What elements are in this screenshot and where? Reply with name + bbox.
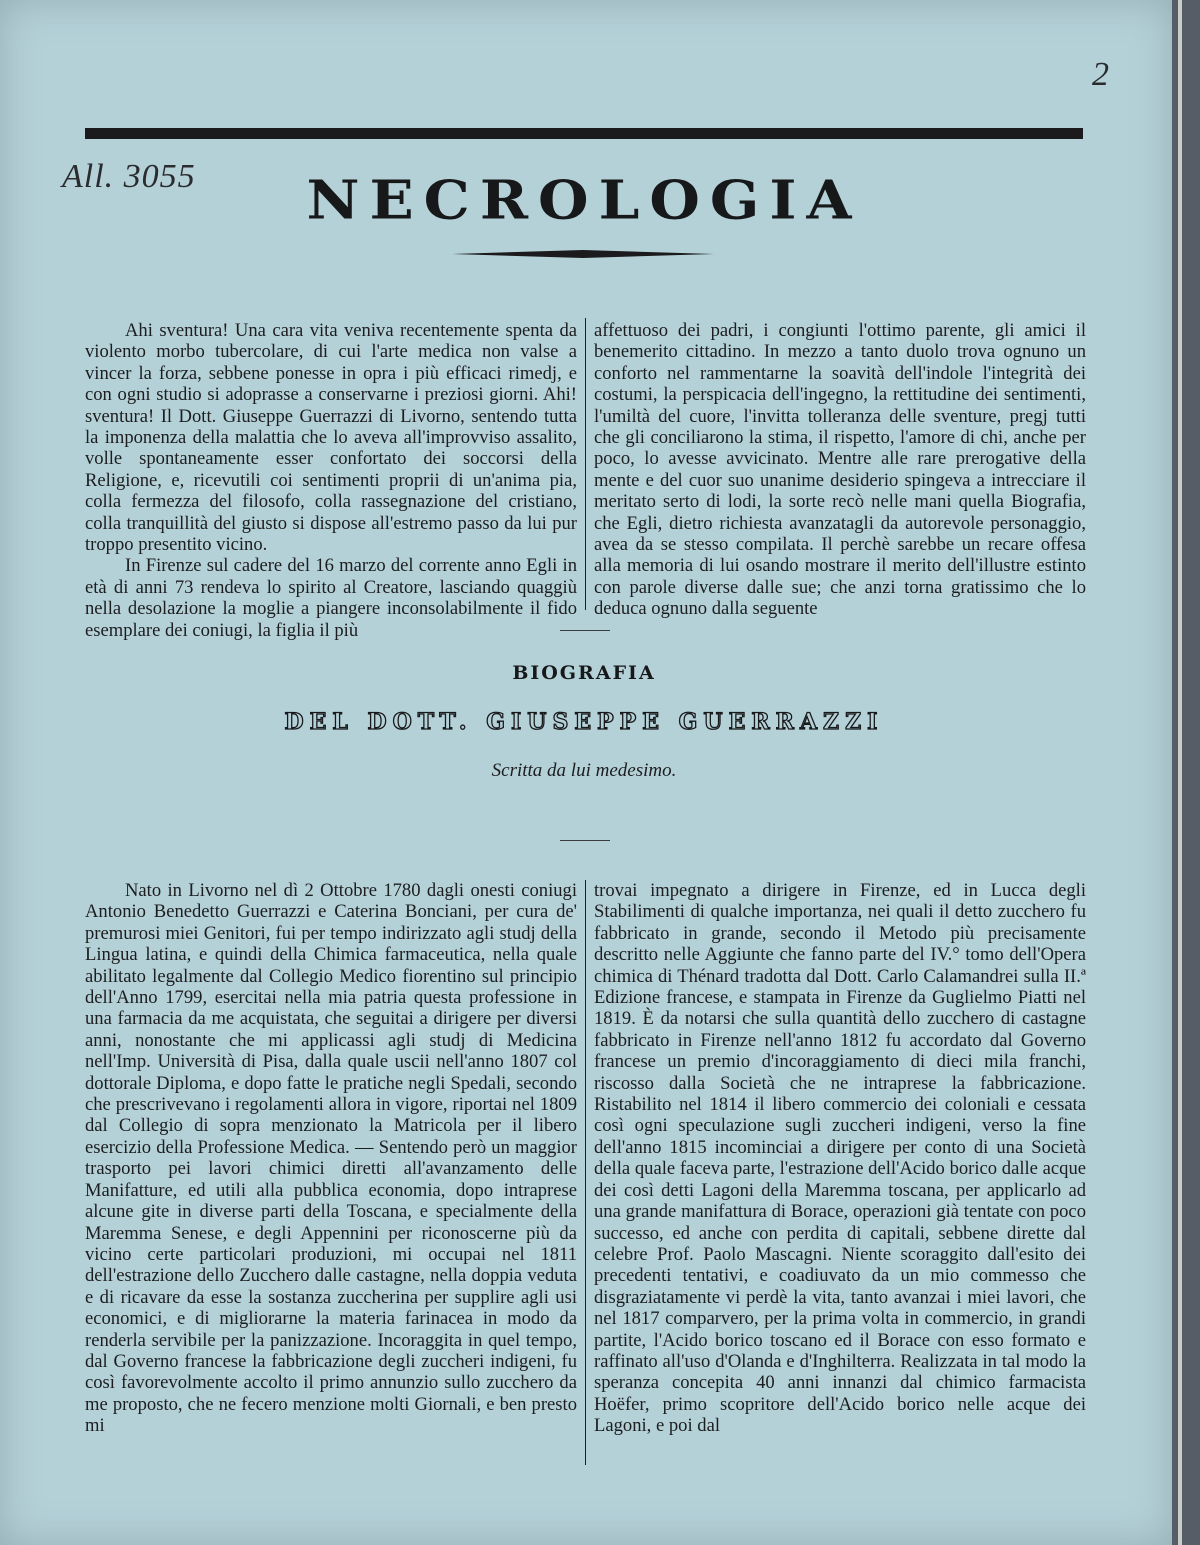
scan-background [1172, 0, 1200, 1545]
section-rule [560, 840, 610, 841]
necrology-column-left [85, 320, 577, 641]
paper-edge [1178, 0, 1182, 1545]
biography-author-note: Scritta da lui medesimo. [491, 760, 677, 781]
section-rule [560, 630, 610, 631]
top-heavy-rule [85, 128, 1083, 139]
biography-column-right [594, 880, 1086, 1437]
biography-paragraph: Nato in Livorno nel dì 2 Ottobre 1780 dagli onesti coniugi Antonio Benedetto Guerrazzi e Caterina Bonciani, per cura de' premurosi miei Genitori, fui per tempo indirizzato agli studj della Lingua latina, e quindi della Chimica farmaceutica, nella quale abilitato legalmente dal Collegio Medico fiorentino sul principio dell'Anno 1799, esercitai nella mia patria questa professione in una farmacia da me acquistata, che seguitai a dirigere per diversi anni, nonostante che mi applicassi agli studj di Medicina nell'Imp. Università di Pisa, dalla quale uscii nell'anno 1807 col dottorale Diploma, e dopo fatte le pratiche negli Spedali, secondo che prescrivevano i regolamenti allora in vigore, riportai nel 1809 dal Collegio di sopra menzionato la Matricola per il libero esercizio della Professione Medica. — Sentendo però un maggior trasporto pei lavori chimici diretti all'avanzamento delle Manifatture, ed utili alla pubblica economia, dopo intraprese alcune gite in diverse parti della Toscana, e specialmente della Maremma Senese, e degli Appennini per riconoscerne più da vicino certe particolari produzioni, mi occupai nel 1811 dell'estrazione dello Zucchero dalle castagne, nella doppia veduta e di ricavare da esse la sostanza zuccherina per supplire agli usi economici, e di migliorarne la materia farinacea in modo da renderla servibile per la panizzazione. Incoraggita in quel tempo, dal Governo francese la fabbricazione degli zuccheri indigeni, fu così favorevolmente accolto il primo annunzio sullo zucchero da me proposto, che ne fecero menzione molti Giornali, e ben presto mi [85, 880, 577, 1437]
necrology-paragraph: In Firenze sul cadere del 16 marzo del corrente anno Egli in età di anni 73 rendeva lo spirito al Creatore, lasciando quaggiù nella desolazione la moglie a piangere inconsolabilmente il fido esemplare dei coniugi, la figlia il più [85, 555, 577, 641]
page-title: NECROLOGIA [306, 168, 862, 232]
page-number: 2 [1092, 56, 1109, 93]
biography-subheading [85, 709, 1083, 735]
biography-column-left [85, 880, 577, 1437]
catalog-mark: All. 3055 [62, 158, 196, 195]
necrology-paragraph: Ahi sventura! Una cara vita veniva recentemente spenta da violento morbo tubercolare, di cui l'arte medica non valse a vincer la forza, sebbene ponesse in opra i più efficaci rimedj, e con ogni studio si adoprasse a conservarne i preziosi giorni. Ahi! sventura! Il Dott. Giuseppe Guerrazzi di Livorno, sentendo tutta la imponenza della malattia che lo aveva all'improvviso assalito, volle spontaneamente esser confortato dei soccorsi della Religione, e, ricevutili coi sentimenti proprii di un'anima pia, colla fermezza del filosofo, colla rassegnazione del cristiano, colla tranquillità del giusto si dispose all'estremo passo da lui pur troppo presentito vicino. [85, 320, 577, 556]
column-divider [585, 880, 586, 1465]
biography-subheading-text: DEL DOTT. GIUSEPPE GUERRAZZI [284, 709, 884, 735]
column-divider [585, 318, 586, 610]
biography-heading: BIOGRAFIA [512, 662, 656, 684]
title-ornament [452, 250, 714, 258]
necrology-paragraph: affettuoso dei padri, i congiunti l'ottimo parente, gli amici il benemerito cittadino. In mezzo a tanto duolo trova ognuno un conforto nel rammentarne la soavità dell'indole l'integrità dei costumi, la perspicacia dell'ingegno, la rettitudine dei sentimenti, l'umiltà del cuore, l'invitta tolleranza delle sventure, pregj tutti che gli conciliarono la stima, il rispetto, l'amore di chi, anche per poco, lo avesse avvicinato. Mentre alle rare prerogative della mente e del cuor suo unanime desiderio spingeva a intrecciare il meritato serto di lodi, la sorte recò nelle mani quella Biografia, che Egli, dietro richiesta avanzatagli da autorevole personaggio, avea da se stesso compilata. Il perchè sarebbe un recare offesa alla memoria di lui osando mostrare il merito dell'illustre estinto con parole diverse dalle sue; che anzi torna gratissimo che lo deduca ognuno dalla seguente [594, 320, 1086, 620]
biography-paragraph: trovai impegnato a dirigere in Firenze, ed in Lucca degli Stabilimenti di qualche importanza, nei quali il detto zucchero fu fabbricato in grande, secondo il Metodo più precisamente descritto nelle Aggiunte che fanno parte del IV.° tomo dell'Opera chimica di Thénard tradotta dal Dott. Carlo Calamandrei sulla II.ª Edizione francese, e stampata in Firenze da Guglielmo Piatti nel 1819. È da notarsi che sulla quantità dello zucchero di castagne fabbricato in Firenze nell'anno 1812 fu accordato dal Governo francese un premio d'incoraggiamento di dieci mila franchi, riscosso dalla Società che ne intraprese la fabbricazione. Ristabilito nel 1814 il libero commercio dei coloniali e cessata così ogni speculazione sugli zuccheri indigeni, verso la fine dell'anno 1815 incominciai a dirigere per conto di una Società della quale faceva parte, l'estrazione dell'Acido borico dalle acque dei così detti Lagoni della Maremma toscana, per applicarlo ad una grande manifattura di Borace, operazioni già tentate con poco successo, ed anche con perdita di capitali, sebbene dirette dal celebre Prof. Paolo Mascagni. Niente scoraggito dall'esito dei precedenti tentativi, e coadiuvato da un mio commesso che disgraziatamente vi perdè la vita, tanto avanzai i miei lavori, che nel 1817 comparvero, per la prima volta in commercio, in grandi partite, l'Acido borico toscano ed il Borace con esso formato e raffinato all'uso d'Olanda e d'Inghilterra. Realizzata in tal modo la speranza concepita 40 anni innanzi dal chimico farmacista Hoëfer, primo scopritore dell'Acido borico nelle acque dei Lagoni, e poi dal [594, 880, 1086, 1437]
necrology-column-right [594, 320, 1086, 620]
